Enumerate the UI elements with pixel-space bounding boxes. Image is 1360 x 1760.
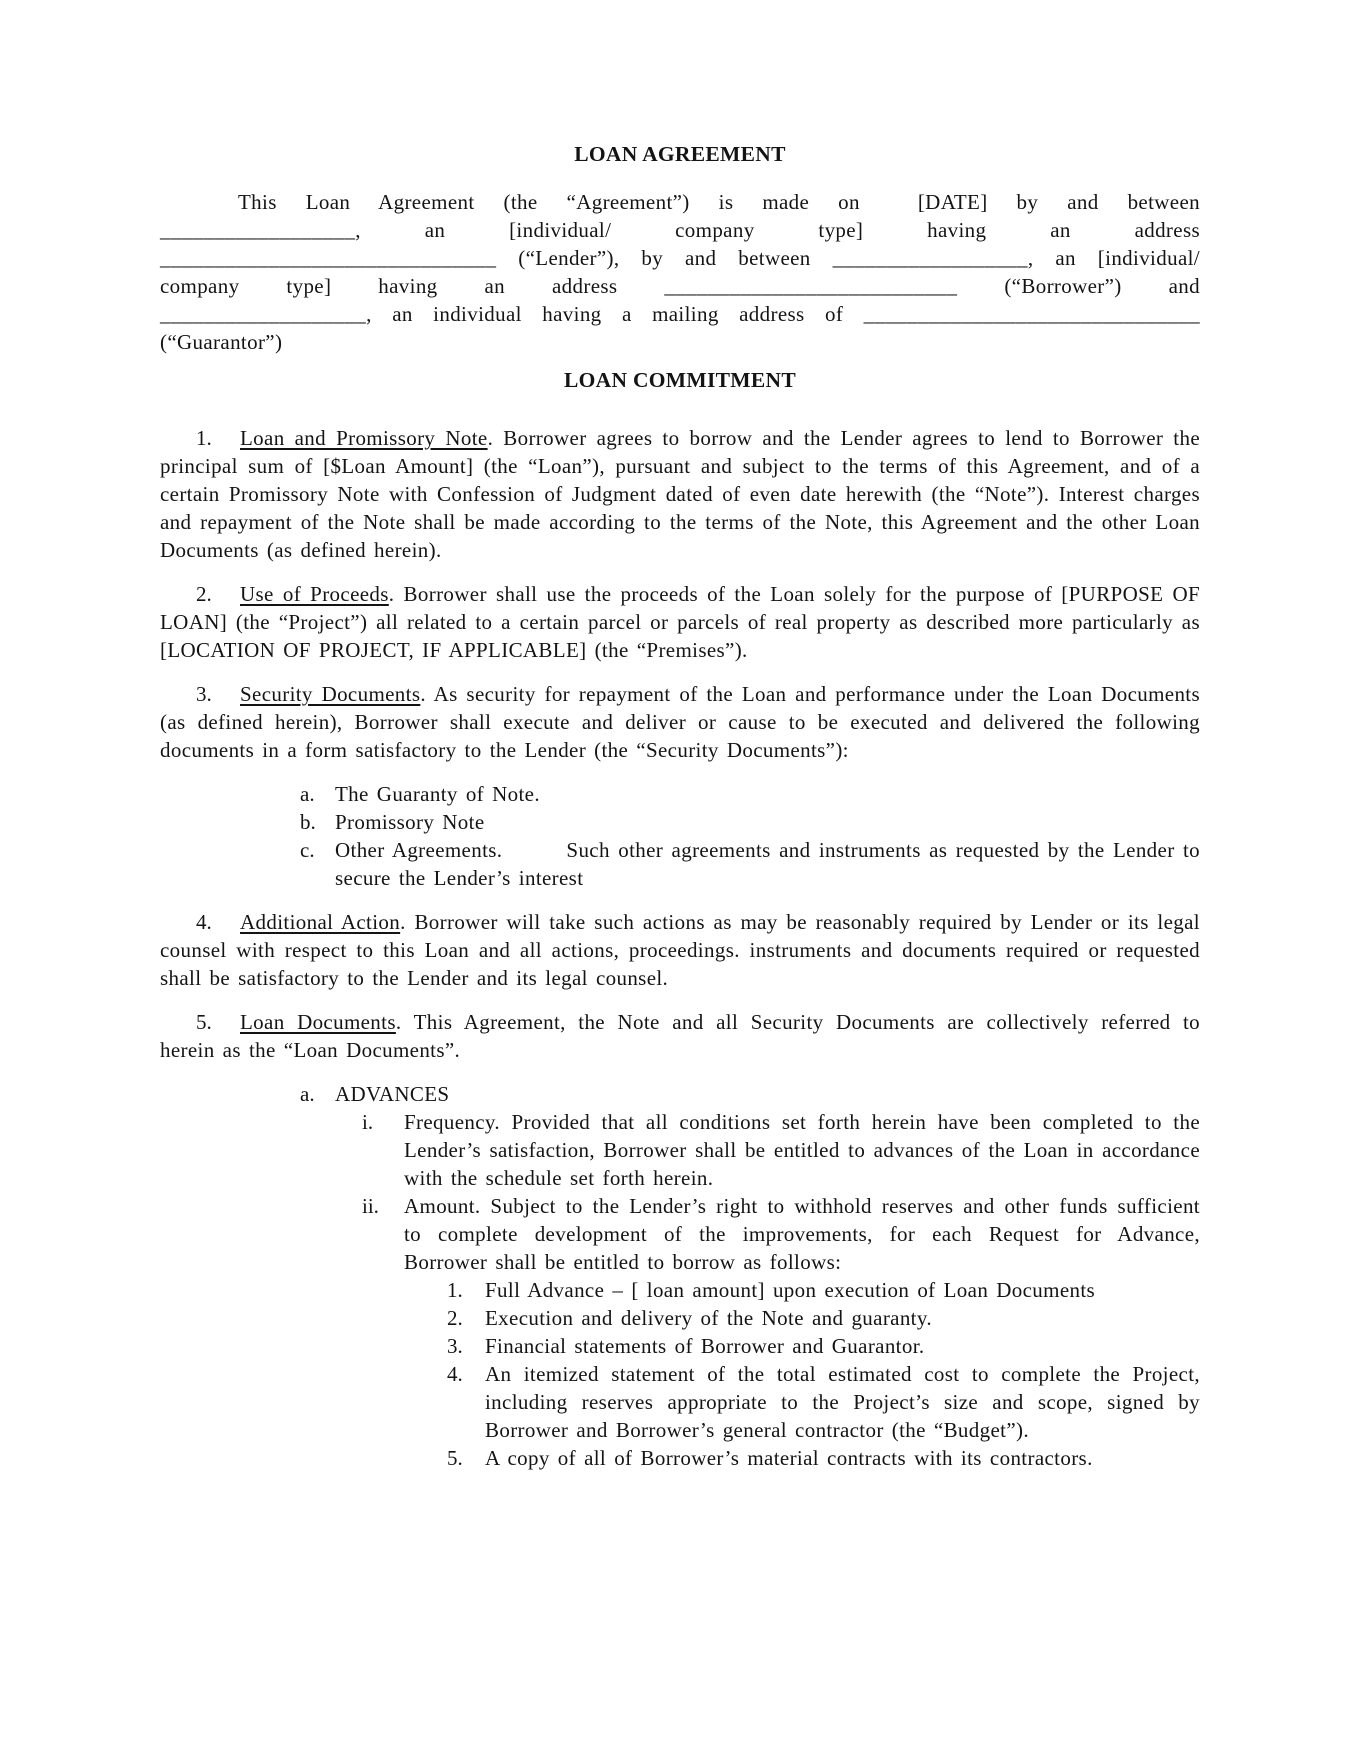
section-title: Security Documents (240, 682, 421, 706)
section-title: Loan Documents (240, 1010, 396, 1034)
list-item-amount (362, 1192, 1200, 1276)
list-marker: 4. (447, 1362, 463, 1386)
list-marker: 3. (447, 1334, 463, 1358)
section-loan-and-promissory-note (160, 424, 1200, 564)
list-marker: 2. (447, 1306, 463, 1330)
section-body: . This Agreement, the Note and all Security Documents are collectively referred to herein as the “Loan Documents”. (160, 1010, 1200, 1062)
list-text: Frequency. Provided that all conditions set forth herein have been completed to the Lender’s satisfaction, Borrower shall be entitled to advances of the Loan in accordance with the schedule set forth herein. (404, 1110, 1200, 1190)
security-documents-list (160, 780, 1200, 892)
advances-heading: ADVANCES (335, 1082, 450, 1106)
list-text: A copy of all of Borrower’s material contracts with its contractors. (485, 1446, 1093, 1470)
list-item (447, 1276, 1200, 1304)
list-marker: b. (300, 810, 316, 834)
section-number: 3. (196, 682, 212, 706)
list-text: Amount. Subject to the Lender’s right to withhold reserves and other funds sufficient to complete development of the improvements, for each Request for Advance, Borrower shall be entitled to borrow as follows: (404, 1194, 1200, 1274)
section-title: Loan and Promissory Note (240, 426, 488, 450)
list-marker: c. (300, 838, 315, 862)
section-loan-documents (160, 1008, 1200, 1064)
list-marker: 1. (447, 1278, 463, 1302)
advances-block (160, 1080, 1200, 1472)
intro-line: company type] having an address ___________________________ (“Borrower”) and (160, 274, 1200, 298)
section-body: . Borrower shall use the proceeds of the Loan solely for the purpose of [PURPOSE OF LOAN] (the “Project”) all related to a certain parcel or parcels of real property as described more particularly as [LOCATION OF PROJECT, IF APPLICABLE] (the “Premises”). (160, 582, 1200, 662)
section-body: . As security for repayment of the Loan and performance under the Loan Documents (as defined herein), Borrower shall execute and deliver or cause to be executed and delivered the following documents in a form satisfactory to the Lender (the “Security Documents”): (160, 682, 1201, 762)
list-text: Other Agreements. Such other agreements and instruments as requested by the Lender to secure the Lender’s interest (335, 838, 1200, 890)
list-item (300, 836, 1200, 892)
list-text: An itemized statement of the total estimated cost to complete the Project, including reserves appropriate to the Project’s size and scope, signed by Borrower and Borrower’s general contractor (the “Budget”). (485, 1362, 1200, 1442)
list-marker: a. (300, 1082, 315, 1106)
intro-line: (“Guarantor”) (160, 330, 283, 354)
section-use-of-proceeds (160, 580, 1200, 664)
list-text: Financial statements of Borrower and Guarantor. (485, 1334, 925, 1358)
list-item-frequency (362, 1108, 1200, 1192)
list-item (447, 1304, 1200, 1332)
section-additional-action (160, 908, 1200, 992)
loan-commitment-heading: LOAN COMMITMENT (563, 368, 797, 392)
list-item (447, 1332, 1200, 1360)
list-marker: 5. (447, 1446, 463, 1470)
section-body: . Borrower will take such actions as may be reasonably required by Lender or its legal counsel with respect to this Loan and all actions, proceedings. instruments and documents required or requested shall be satisfactory to the Lender and its legal counsel. (160, 910, 1200, 990)
section-security-documents (160, 680, 1200, 764)
document-title: LOAN AGREEMENT (574, 142, 786, 166)
intro-line: __________________, an [individual/ company type] having an address (160, 218, 1200, 242)
section-number: 5. (196, 1010, 212, 1034)
intro-line: ___________________, an individual having a mailing address of _______________________________ (160, 302, 1200, 326)
section-title: Additional Action (240, 910, 401, 934)
section-number: 2. (196, 582, 212, 606)
advances-heading-row (300, 1080, 1200, 1108)
intro-line: _______________________________ (“Lender”), by and between __________________, an [individual/ (160, 246, 1200, 270)
section-number: 4. (196, 910, 212, 934)
list-item (300, 780, 1200, 808)
list-marker: ii. (362, 1194, 379, 1218)
intro-paragraph (160, 188, 1200, 356)
list-text: Full Advance – [ loan amount] upon execution of Loan Documents (485, 1278, 1096, 1302)
list-marker: i. (362, 1110, 374, 1134)
section-title: Use of Proceeds (240, 582, 389, 606)
list-item (300, 808, 1200, 836)
list-marker: a. (300, 782, 315, 806)
list-item (447, 1444, 1200, 1472)
section-body: . Borrower agrees to borrow and the Lender agrees to lend to Borrower the principal sum of [$Loan Amount] (the “Loan”), pursuant and subject to the terms of this Agreement, and of a certain Promissory Note with Confession of Judgment dated of even date herewith (the “Note”). Interest charges and repayment of the Note shall be made according to the terms of the Note, this Agreement and the other Loan Documents (as defined herein). (160, 426, 1201, 562)
list-text: The Guaranty of Note. (335, 782, 540, 806)
list-text: Execution and delivery of the Note and guaranty. (485, 1306, 932, 1330)
list-text: Promissory Note (335, 810, 485, 834)
intro-line: This Loan Agreement (the “Agreement”) is made on [DATE] by and between (238, 190, 1200, 214)
section-number: 1. (196, 426, 212, 450)
list-item (447, 1360, 1200, 1444)
